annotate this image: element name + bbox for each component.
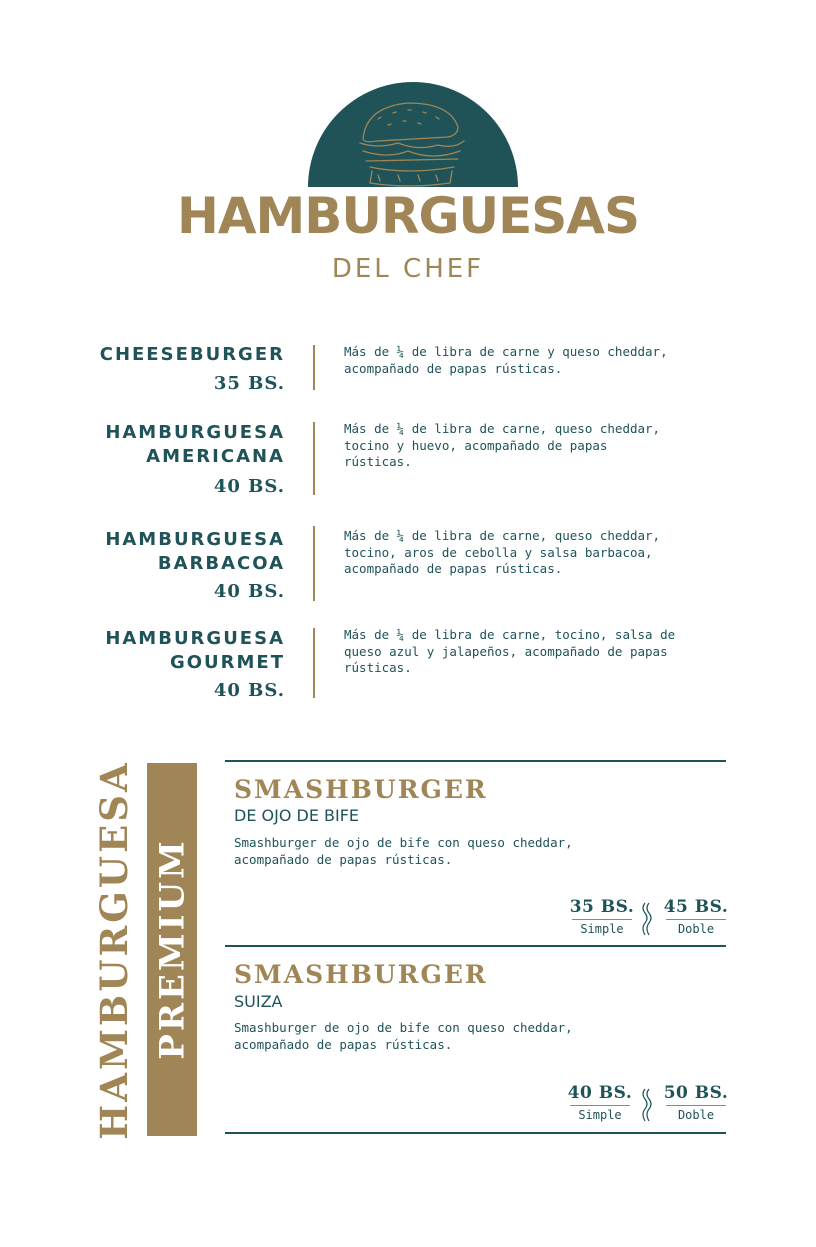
premium-item-title: SMASHBURGER — [234, 775, 488, 804]
price-simple-value: 40 BS. — [567, 1083, 633, 1103]
section-divider — [225, 760, 726, 762]
price-underline — [570, 1105, 630, 1106]
price-simple — [567, 1083, 633, 1122]
item-divider — [313, 422, 315, 495]
item-divider — [313, 345, 315, 390]
price-underline — [666, 919, 726, 920]
premium-item-description: Smashburger de ojo de bife con queso cheddar, acompañado de papas rústicas. — [234, 835, 573, 867]
item-name: CHEESEBURGER — [99, 344, 285, 365]
premium-item-subtitle: DE OJO DE BIFE — [234, 806, 360, 825]
premium-item-description: Smashburger de ojo de bife con queso cheddar, acompañado de papas rústicas. — [234, 1020, 573, 1052]
price-double — [663, 897, 729, 936]
premium-side-label: HAMBURGUESA — [92, 760, 136, 1140]
item-description: Más de ¼ de libra de carne, queso cheddar, tocino y huevo, acompañado de papas rústicas. — [344, 421, 661, 469]
menu-title: HAMBURGUESAS — [176, 187, 640, 245]
premium-item-title: SMASHBURGER — [234, 960, 488, 989]
price-simple — [569, 897, 635, 936]
item-description: Más de ¼ de libra de carne y queso cheddar, acompañado de papas rústicas. — [344, 344, 668, 376]
item-divider — [313, 526, 315, 601]
price-double-value: 45 BS. — [663, 897, 729, 917]
price-separator-icon — [640, 1088, 654, 1122]
price-simple-value: 35 BS. — [569, 897, 635, 917]
item-price: 40 BS. — [213, 581, 285, 602]
price-double-value: 50 BS. — [663, 1083, 729, 1103]
price-double-label: Doble — [677, 922, 715, 936]
price-double-label: Doble — [677, 1108, 715, 1122]
price-simple-label: Simple — [578, 1108, 622, 1122]
price-double — [663, 1083, 729, 1122]
item-price: 35 BS. — [213, 373, 285, 394]
item-price: 40 BS. — [213, 476, 285, 497]
section-divider — [225, 1132, 726, 1134]
price-underline — [572, 919, 632, 920]
item-description: Más de ¼ de libra de carne, tocino, salsa de queso azul y jalapeños, acompañado de papas rústicas. — [344, 627, 676, 675]
item-name-line-1: HAMBURGUESA — [105, 529, 285, 550]
item-name-line-1: HAMBURGUESA — [105, 422, 285, 443]
price-underline — [666, 1105, 726, 1106]
premium-item-subtitle: SUIZA — [234, 992, 283, 1011]
item-name-line-2: BARBACOA — [157, 553, 285, 574]
burger-illustration-arch — [308, 79, 518, 187]
item-name-line-1: HAMBURGUESA — [105, 628, 285, 649]
item-price: 40 BS. — [213, 680, 285, 701]
premium-band-label: PREMIUM — [152, 838, 193, 1060]
item-divider — [313, 628, 315, 698]
item-description: Más de ¼ de libra de carne, queso cheddar, tocino, aros de cebolla y salsa barbacoa, acompañado de papas rústicas. — [344, 528, 661, 576]
price-simple-label: Simple — [580, 922, 624, 936]
section-divider — [225, 945, 726, 947]
item-name-line-2: AMERICANA — [146, 446, 285, 467]
item-name-line-2: GOURMET — [169, 652, 285, 673]
menu-subtitle: DEL CHEF — [331, 254, 485, 284]
price-separator-icon — [640, 902, 654, 936]
